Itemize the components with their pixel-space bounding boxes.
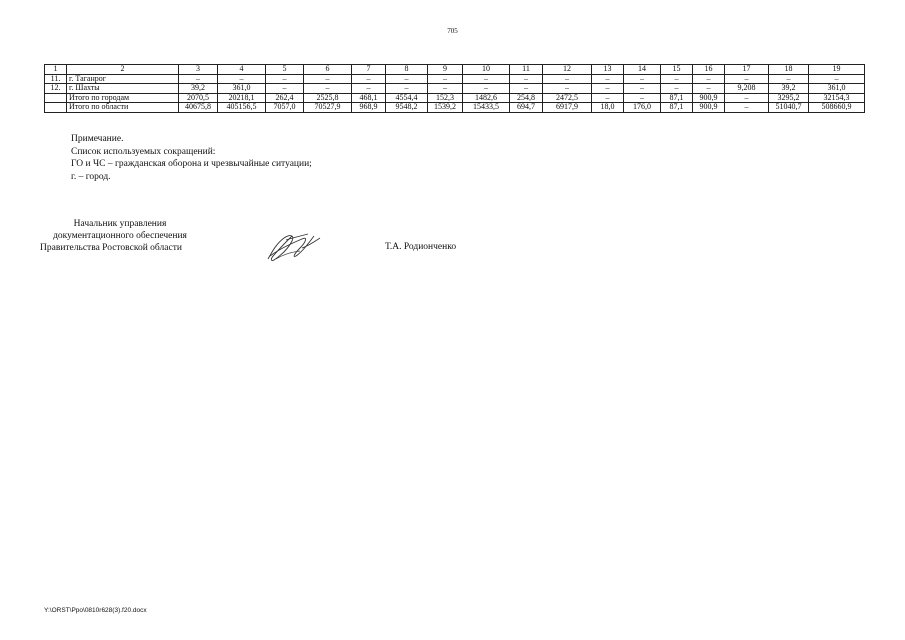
notes-abbreviations-heading: Список используемых сокращений:	[71, 146, 216, 157]
table-cell: 2070,5	[179, 93, 218, 103]
table-cell: –	[510, 84, 543, 94]
table-cell: 87,1	[661, 93, 693, 103]
table-cell: –	[592, 93, 624, 103]
table-cell: –	[386, 84, 428, 94]
table-cell: –	[592, 74, 624, 84]
table-cell: 6917,9	[543, 103, 592, 113]
table-header-row	[45, 65, 865, 75]
summary-table	[44, 64, 865, 113]
table-header-cell: 9	[428, 65, 463, 75]
table-cell: Итого по городам	[67, 93, 179, 103]
table-header-cell: 3	[179, 65, 218, 75]
table-cell: 694,7	[510, 103, 543, 113]
table-row	[45, 74, 865, 84]
table-cell: –	[661, 84, 693, 94]
table-cell: 262,4	[266, 93, 304, 103]
table-header-cell: 2	[67, 65, 179, 75]
footer-file-path: Y:\ORST\Ppo\0810r628(3).f20.docx	[44, 607, 147, 614]
table-cell: –	[304, 84, 352, 94]
table-header-cell: 4	[218, 65, 266, 75]
table-cell: 361,0	[809, 84, 865, 94]
table-cell: 2525,8	[304, 93, 352, 103]
table-cell: –	[543, 74, 592, 84]
table-cell: 40675,8	[179, 103, 218, 113]
notes-block	[71, 133, 312, 183]
table-header-cell: 7	[352, 65, 386, 75]
table-cell: 32154,3	[809, 93, 865, 103]
table-cell	[45, 103, 67, 113]
table-cell: г. Шахты	[67, 84, 179, 94]
table-cell: –	[693, 84, 725, 94]
table-cell: 18,0	[592, 103, 624, 113]
table-cell: 70527,9	[304, 103, 352, 113]
table-header-cell: 11	[510, 65, 543, 75]
handwritten-signature	[262, 226, 324, 264]
table-cell: 39,2	[179, 84, 218, 94]
table-cell: –	[510, 74, 543, 84]
table-cell: г. Таганрог	[67, 74, 179, 84]
table-cell: 468,1	[352, 93, 386, 103]
table-cell: 1482,6	[463, 93, 510, 103]
table-cell: 405156,5	[218, 103, 266, 113]
table-cell: –	[624, 93, 661, 103]
table-header-cell: 13	[592, 65, 624, 75]
table-cell: –	[352, 74, 386, 84]
table-cell: 900,9	[693, 93, 725, 103]
table-cell: –	[769, 74, 809, 84]
table-cell: –	[693, 74, 725, 84]
table-cell: 361,0	[218, 84, 266, 94]
table-cell: –	[428, 74, 463, 84]
table-header-cell: 10	[463, 65, 510, 75]
table-header-cell: 5	[266, 65, 304, 75]
table-cell: 968,9	[352, 103, 386, 113]
table-cell	[45, 93, 67, 103]
table-cell: –	[463, 74, 510, 84]
notes-abbreviation-go-chs: ГО и ЧС – гражданская оборона и чрезвычайные ситуации;	[71, 159, 312, 169]
table-cell: 3295,2	[769, 93, 809, 103]
table-cell: –	[304, 74, 352, 84]
table-cell: –	[428, 84, 463, 94]
table-header-cell: 16	[693, 65, 725, 75]
signatory-title-line-3: Правительства Ростовской области	[40, 243, 182, 253]
table-cell: –	[463, 84, 510, 94]
table-header-cell: 8	[386, 65, 428, 75]
table-header-cell: 1	[45, 65, 67, 75]
table-cell: –	[809, 74, 865, 84]
table-cell: 4554,4	[386, 93, 428, 103]
table-row	[45, 103, 865, 113]
table-cell: –	[725, 103, 769, 113]
table-cell: 9,208	[725, 84, 769, 94]
table-header-cell: 14	[624, 65, 661, 75]
table-cell: –	[266, 84, 304, 94]
table-header-cell: 12	[543, 65, 592, 75]
notes-abbreviation-city: г. – город.	[71, 171, 111, 182]
table-cell: –	[624, 74, 661, 84]
signatory-title-line-1: Начальник управления	[73, 219, 167, 229]
table-cell: –	[624, 84, 661, 94]
signatory-name: Т.А. Родионченко	[385, 242, 457, 252]
table-cell: 9548,2	[386, 103, 428, 113]
table-cell: 508660,9	[809, 103, 865, 113]
table-cell: Итого по области	[67, 103, 179, 113]
table-header-cell: 15	[661, 65, 693, 75]
table-cell: 152,3	[428, 93, 463, 103]
table-cell: 20218,1	[218, 93, 266, 103]
table-header-cell: 6	[304, 65, 352, 75]
table-cell: 176,0	[624, 103, 661, 113]
table-cell: 2472,5	[543, 93, 592, 103]
table-cell: –	[661, 74, 693, 84]
table-header-cell: 19	[809, 65, 865, 75]
table-cell: –	[386, 74, 428, 84]
table-cell: 15433,5	[463, 103, 510, 113]
signatory-title-line-2: документационного обеспечения	[53, 231, 187, 241]
table-cell: –	[352, 84, 386, 94]
notes-title: Примечание.	[71, 134, 124, 144]
table-cell: 51040,7	[769, 103, 809, 113]
table-cell: 39,2	[769, 84, 809, 94]
page-number: 705	[447, 27, 458, 35]
table-cell: –	[266, 74, 304, 84]
table-cell: 12.	[45, 84, 67, 94]
table-row	[45, 84, 865, 94]
table-cell: –	[543, 84, 592, 94]
table-cell: –	[592, 84, 624, 94]
table-header-cell: 17	[725, 65, 769, 75]
table-row	[45, 93, 865, 103]
table-cell: 87,1	[661, 103, 693, 113]
table-cell: 7057,0	[266, 103, 304, 113]
table-cell: 1539,2	[428, 103, 463, 113]
table-cell: –	[725, 74, 769, 84]
signatory-title	[30, 218, 210, 254]
table-cell: 11.	[45, 74, 67, 84]
table-header-cell: 18	[769, 65, 809, 75]
table-cell: –	[179, 74, 218, 84]
table-cell: –	[218, 74, 266, 84]
table-cell: 254,8	[510, 93, 543, 103]
table-cell: 900,9	[693, 103, 725, 113]
table-cell: –	[725, 93, 769, 103]
